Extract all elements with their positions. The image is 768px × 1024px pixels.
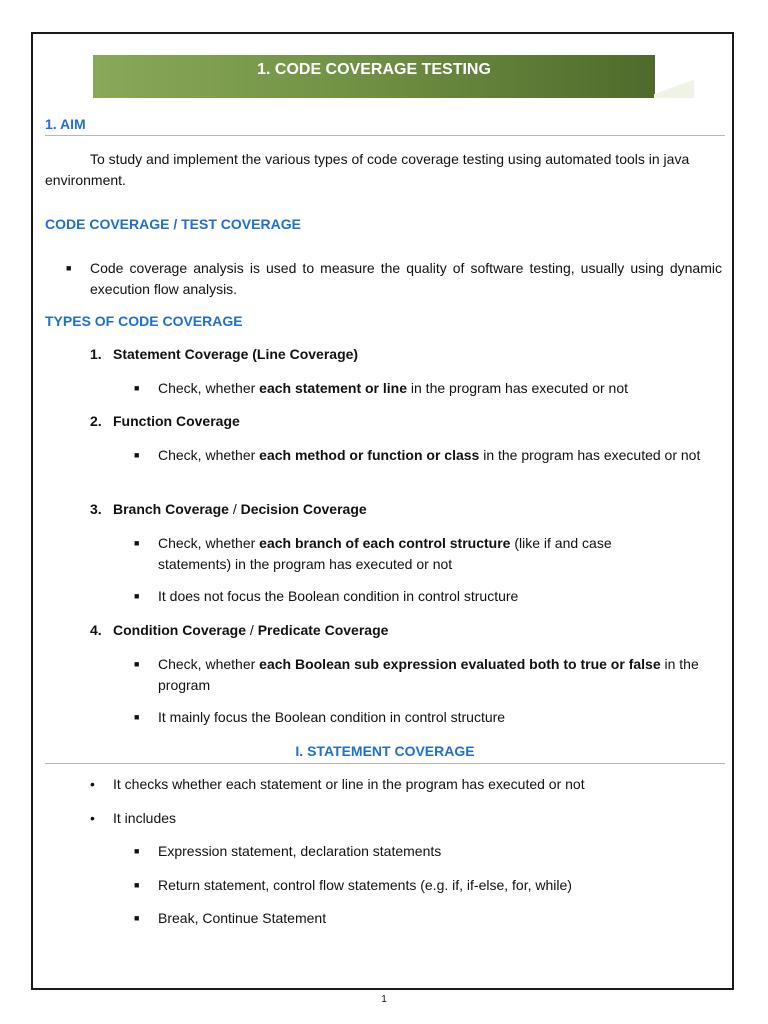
bullet-square: ■ bbox=[134, 659, 140, 669]
type-label: Function Coverage bbox=[113, 413, 240, 429]
type-number: 3. bbox=[90, 501, 102, 517]
statement-sub-bullet: Return statement, control flow statements (e.g. if, if-else, for, while) bbox=[158, 877, 572, 893]
statement-coverage-heading: I. STATEMENT COVERAGE bbox=[295, 743, 475, 759]
bullet-square: ■ bbox=[134, 913, 140, 923]
types-heading: TYPES OF CODE COVERAGE bbox=[45, 313, 243, 329]
type-number: 2. bbox=[90, 413, 102, 429]
chapter-title: 1. CODE COVERAGE TESTING bbox=[257, 61, 491, 78]
code-coverage-bullet: Code coverage analysis is used to measure the quality of software testing, usually using dynamic execution flow analysis. bbox=[90, 260, 722, 297]
type-bullet: It does not focus the Boolean condition in control structure bbox=[158, 588, 519, 604]
bullet-square: ■ bbox=[134, 450, 140, 460]
page-number: 1 bbox=[381, 994, 387, 1005]
bullet-square: ■ bbox=[66, 263, 72, 273]
type-bullet: Check, whether each statement or line in the program has executed or not bbox=[158, 380, 629, 396]
bullet-square: ■ bbox=[134, 591, 140, 601]
statement-sub-bullet: Expression statement, declaration statements bbox=[158, 843, 442, 859]
aim-text: To study and implement the various types of code coverage testing using automated tools in java environment. bbox=[45, 151, 690, 188]
code-coverage-heading: CODE COVERAGE / TEST COVERAGE bbox=[45, 216, 301, 232]
chapter-title-banner bbox=[93, 55, 655, 98]
bullet-square: ■ bbox=[134, 383, 140, 393]
type-number: 4. bbox=[90, 622, 102, 638]
banner-decoration bbox=[654, 76, 694, 98]
type-label: Statement Coverage (Line Coverage) bbox=[113, 346, 359, 362]
type-bullet: Check, whether each method or function or class in the program has executed or not bbox=[158, 447, 701, 463]
aim-divider bbox=[45, 135, 725, 136]
statement-coverage-divider bbox=[45, 763, 725, 764]
statement-bullet: It checks whether each statement or line in the program has executed or not bbox=[113, 776, 585, 792]
type-label: Branch Coverage / Decision Coverage bbox=[113, 501, 367, 517]
bullet-square: ■ bbox=[134, 538, 140, 548]
bullet-dot: • bbox=[90, 776, 95, 792]
type-bullet: Check, whether each branch of each control structure (like if and case statements) in the program has executed or not bbox=[158, 535, 612, 572]
bullet-dot: • bbox=[90, 810, 95, 826]
statement-sub-bullet: Break, Continue Statement bbox=[158, 910, 327, 926]
type-number: 1. bbox=[90, 346, 102, 362]
type-bullet: It mainly focus the Boolean condition in control structure bbox=[158, 709, 506, 725]
bullet-square: ■ bbox=[134, 712, 140, 722]
type-label: Condition Coverage / Predicate Coverage bbox=[113, 622, 389, 638]
bullet-square: ■ bbox=[134, 846, 140, 856]
bullet-square: ■ bbox=[134, 880, 140, 890]
statement-bullet: It includes bbox=[113, 810, 177, 826]
type-bullet: Check, whether each Boolean sub expression evaluated both to true or false in the program bbox=[158, 656, 699, 693]
aim-heading: 1. AIM bbox=[45, 116, 86, 132]
